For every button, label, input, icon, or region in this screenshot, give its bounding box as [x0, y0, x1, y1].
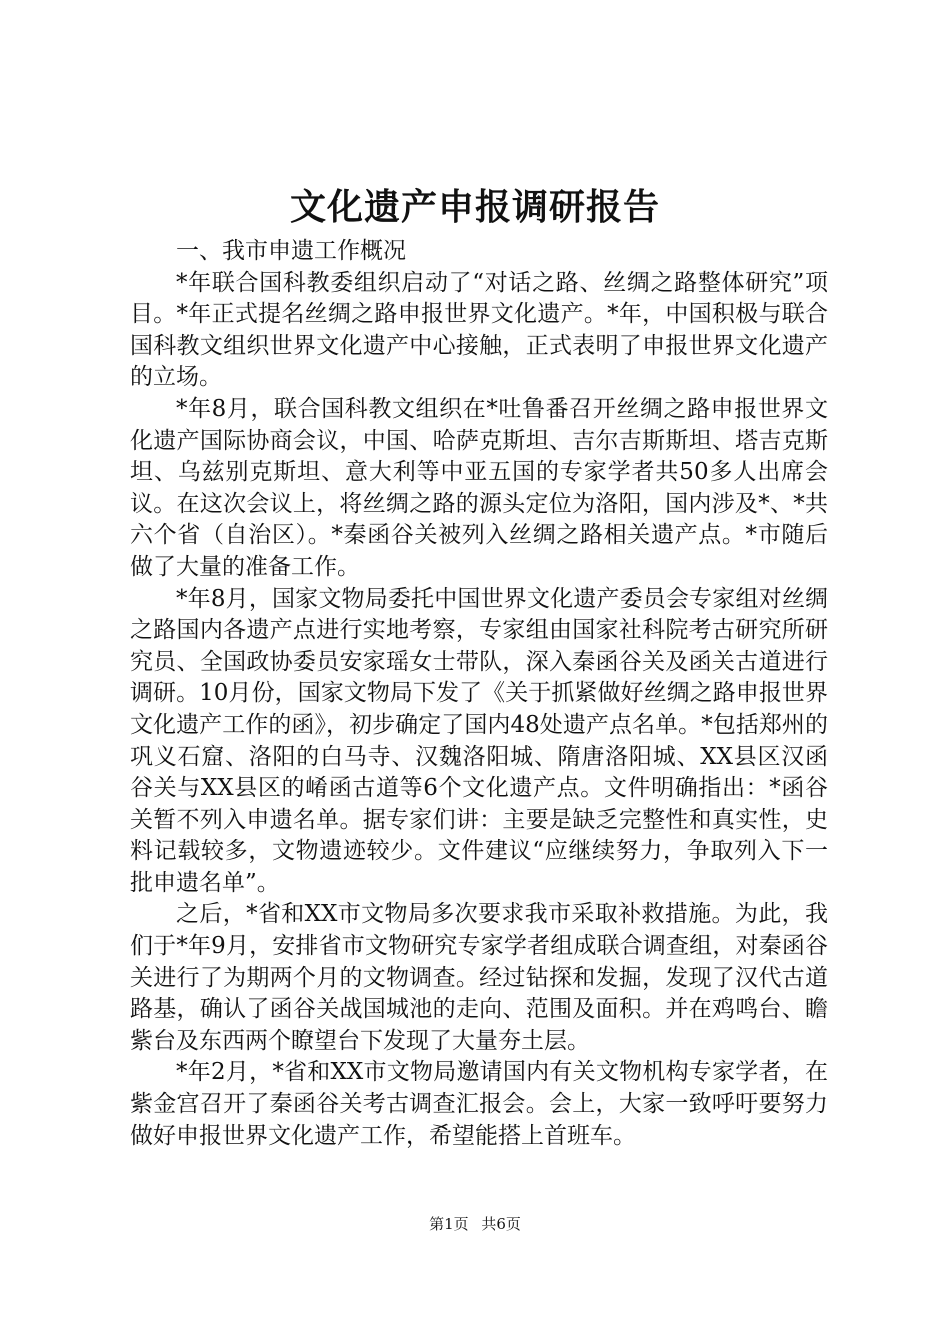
page-number: 第1页: [429, 1215, 469, 1233]
paragraph-5: *年2月，*省和XX市文物局邀请国内有关文物机构专家学者，在紫金宫召开了秦函谷关考古调查汇报会。会上，大家一致呼吁要努力做好申报世界文化遗产工作，希望能搭上首班车。: [130, 1059, 828, 1149]
paragraph-2: *年8月，联合国科教文组织在*吐鲁番召开丝绸之路申报世界文化遗产国际协商会议，中国、哈萨克斯坦、吉尔吉斯斯坦、塔吉克斯坦、乌兹别克斯坦、意大利等中亚五国的专家学者共50多人出席会议。在这次会议上，将丝绸之路的源头定位为洛阳，国内涉及*、*共六个省（自治区）。*秦函谷关被列入丝绸之路相关遗产点。*市随后做了大量的准备工作。: [130, 395, 828, 580]
paragraph-4: 之后，*省和XX市文物局多次要求我市采取补救措施。为此，我们于*年9月，安排省市文物研究专家学者组成联合调查组，对秦函谷关进行了为期两个月的文物调查。经过钻探和发掘，发现了汉代古道路基，确认了函谷关战国城池的走向、范围及面积。并在鸡鸣台、瞻紫台及东西两个瞭望台下发现了大量夯土层。: [130, 901, 828, 1054]
section-heading: 一、我市申遗工作概况: [176, 238, 406, 264]
document-body: [130, 236, 828, 1152]
paragraph-1: *年联合国科教委组织启动了“对话之路、丝绸之路整体研究”项目。*年正式提名丝绸之路申报世界文化遗产。*年，中国积极与联合国科教文组织世界文化遗产中心接触，正式表明了申报世界文化遗产的立场。: [130, 269, 828, 391]
page-footer: [0, 1214, 950, 1234]
page-total: 共6页: [481, 1215, 521, 1233]
document-title: 文化遗产申报调研报告: [289, 186, 660, 228]
paragraph-3: *年8月，国家文物局委托中国世界文化遗产委员会专家组对丝绸之路国内各遗产点进行实地考察，专家组由国家社科院考古研究所研究员、全国政协委员安家瑶女士带队，深入秦函谷关及函关古道进行调研。10月份，国家文物局下发了《关于抓紧做好丝绸之路申报世界文化遗产工作的函》，初步确定了国内48处遗产点名单。*包括郑州的巩义石窟、洛阳的白马寺、汉魏洛阳城、隋唐洛阳城、XX县区汉函谷关与XX县区的崤函古道等6个文化遗产点。文件明确指出：*函谷关暂不列入申遗名单。据专家们讲：主要是缺乏完整性和真实性，史料记载较多，文物遗迹较少。文件建议“应继续努力，争取列入下一批申遗名单”。: [130, 585, 828, 896]
